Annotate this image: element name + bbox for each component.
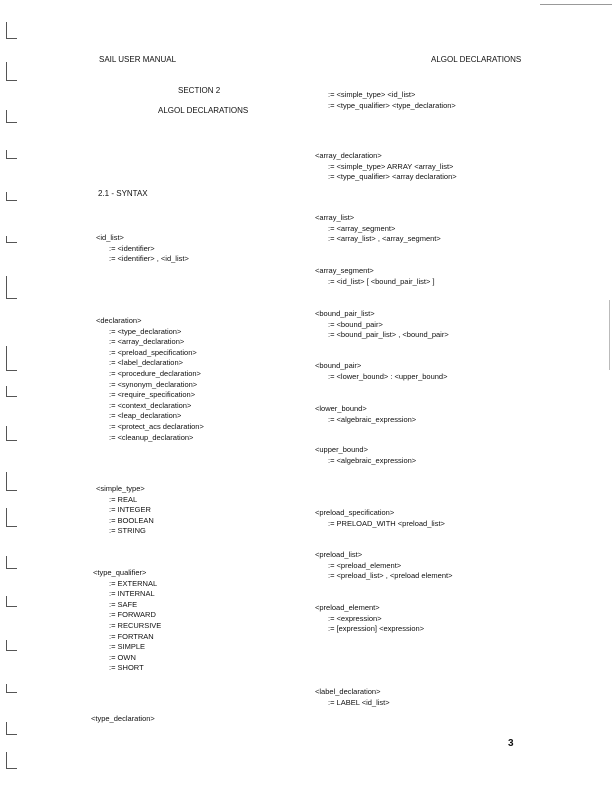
grammar-rule <box>315 266 435 287</box>
rule-production: := <simple_type> <id_list> <box>328 90 416 99</box>
running-header-left: SAIL USER MANUAL <box>99 55 177 64</box>
rule-production: := <synonym_declaration> <box>109 379 198 389</box>
binding-mark <box>6 62 17 81</box>
rule-head: <simple_type> <box>96 484 145 493</box>
rule-head: <type_declaration> <box>91 714 155 723</box>
binding-mark <box>6 150 17 159</box>
rule-production: := <bound_pair> <box>328 319 383 329</box>
rule-production: := <identifier> , <id_list> <box>109 254 189 264</box>
rule-head: <preload_element> <box>315 603 380 612</box>
binding-mark <box>6 508 17 527</box>
rule-production: := SIMPLE <box>109 642 146 652</box>
grammar-rule <box>315 309 449 341</box>
rule-production: := <procedure_declaration> <box>109 368 201 378</box>
grammar-rule <box>315 361 447 382</box>
rule-production: := <array_list> , <array_segment> <box>328 234 441 244</box>
binding-mark <box>6 236 17 243</box>
rule-production: := <array_segment> <box>328 223 396 233</box>
rule-head: <bound_pair> <box>315 361 362 370</box>
rule-production: := <identifier> <box>109 243 155 253</box>
binding-mark <box>6 426 17 441</box>
rule-production: := RECURSIVE <box>109 620 162 630</box>
rule-production: := <label_declaration> <box>109 358 184 368</box>
rule-production: := <lower_bound> : <upper_bound> <box>328 371 448 381</box>
rule-production: := <cleanup_declaration> <box>109 432 194 442</box>
scan-edge-line <box>540 4 612 5</box>
rule-production: := STRING <box>109 526 146 536</box>
binding-mark <box>6 110 17 123</box>
grammar-rule <box>315 445 416 466</box>
rule-head: <preload_list> <box>315 550 363 559</box>
grammar-rule <box>315 687 390 708</box>
binding-mark <box>6 386 17 397</box>
grammar-rule <box>315 404 416 425</box>
rule-production: := <protect_acs declaration> <box>109 421 204 431</box>
grammar-rule <box>91 714 155 725</box>
binding-mark <box>6 596 17 607</box>
rule-head: <array_declaration> <box>315 151 382 160</box>
rule-head: <array_segment> <box>315 266 374 275</box>
rule-production: := <array_declaration> <box>109 337 185 347</box>
binding-mark <box>6 22 17 39</box>
rule-production: := EXTERNAL <box>109 578 158 588</box>
rule-head: <lower_bound> <box>315 404 367 413</box>
binding-mark <box>6 556 17 569</box>
section-number: SECTION 2 <box>178 86 221 95</box>
rule-production: := <preload_element> <box>328 560 402 570</box>
rule-head: <bound_pair_list> <box>315 309 375 318</box>
binding-mark <box>6 346 17 371</box>
binding-mark <box>6 640 17 651</box>
rule-production: := <algebraic_expression> <box>328 455 417 465</box>
rule-production: := <leap_declaration> <box>109 411 182 421</box>
running-header-right: ALGOL DECLARATIONS <box>431 55 522 64</box>
rule-production: := <id_list> [ <bound_pair_list> ] <box>328 276 435 286</box>
rule-production: := INTERNAL <box>109 589 155 599</box>
binding-mark <box>6 276 17 299</box>
grammar-rule <box>315 550 452 582</box>
rule-head: <upper_bound> <box>315 445 368 454</box>
binding-mark <box>6 472 17 491</box>
rule-head: <array_list> <box>315 213 355 222</box>
rule-production: := <context_declaration> <box>109 400 192 410</box>
rule-production: := [expression] <expression> <box>328 624 425 634</box>
grammar-rule <box>315 213 441 245</box>
rule-production: := <preload_list> , <preload element> <box>328 571 453 581</box>
rule-head: <type_qualifier> <box>93 568 147 577</box>
rule-production: := REAL <box>109 494 138 504</box>
grammar-rule <box>315 90 456 111</box>
rule-production: := INTEGER <box>109 505 151 515</box>
rule-head: <label_declaration> <box>315 687 381 696</box>
rule-production: := <type_qualifier> <array declaration> <box>328 172 457 182</box>
grammar-rule <box>96 316 204 443</box>
grammar-rule <box>315 508 445 529</box>
rule-production: := SAFE <box>109 599 138 609</box>
binding-mark <box>6 752 17 769</box>
grammar-rule <box>315 151 457 183</box>
binding-mark <box>6 684 17 693</box>
rule-production: := <require_specification> <box>109 390 196 400</box>
binding-mark <box>6 192 17 201</box>
grammar-rule <box>96 233 189 265</box>
rule-production: := FORTRAN <box>109 631 154 641</box>
grammar-rule <box>93 568 161 674</box>
rule-production: := <type_declaration> <box>109 326 182 336</box>
rule-production: := PRELOAD_WITH <preload_list> <box>328 518 445 528</box>
rule-production: := LABEL <id_list> <box>328 697 390 707</box>
scan-edge-line <box>609 300 610 370</box>
subsection-heading: 2.1 - SYNTAX <box>98 189 148 198</box>
rule-production: := <expression> <box>328 613 382 623</box>
rule-production: := <algebraic_expression> <box>328 414 417 424</box>
rule-production: := FORWARD <box>109 610 156 620</box>
grammar-rule <box>96 484 154 537</box>
rule-head: <preload_specification> <box>315 508 395 517</box>
rule-production: := <type_qualifier> <type_declaration> <box>328 100 456 110</box>
section-title: ALGOL DECLARATIONS <box>158 106 249 115</box>
rule-head: <declaration> <box>96 316 142 325</box>
rule-head: <id_list> <box>96 233 124 242</box>
rule-production: := <bound_pair_list> , <bound_pair> <box>328 330 449 340</box>
binding-mark <box>6 722 17 735</box>
grammar-rule <box>315 603 424 635</box>
rule-production: := OWN <box>109 652 136 662</box>
rule-production: := <simple_type> ARRAY <array_list> <box>328 161 454 171</box>
page-number: 3 <box>508 738 514 749</box>
rule-production: := <preload_specification> <box>109 347 197 357</box>
rule-production: := SHORT <box>109 663 144 673</box>
rule-production: := BOOLEAN <box>109 515 154 525</box>
